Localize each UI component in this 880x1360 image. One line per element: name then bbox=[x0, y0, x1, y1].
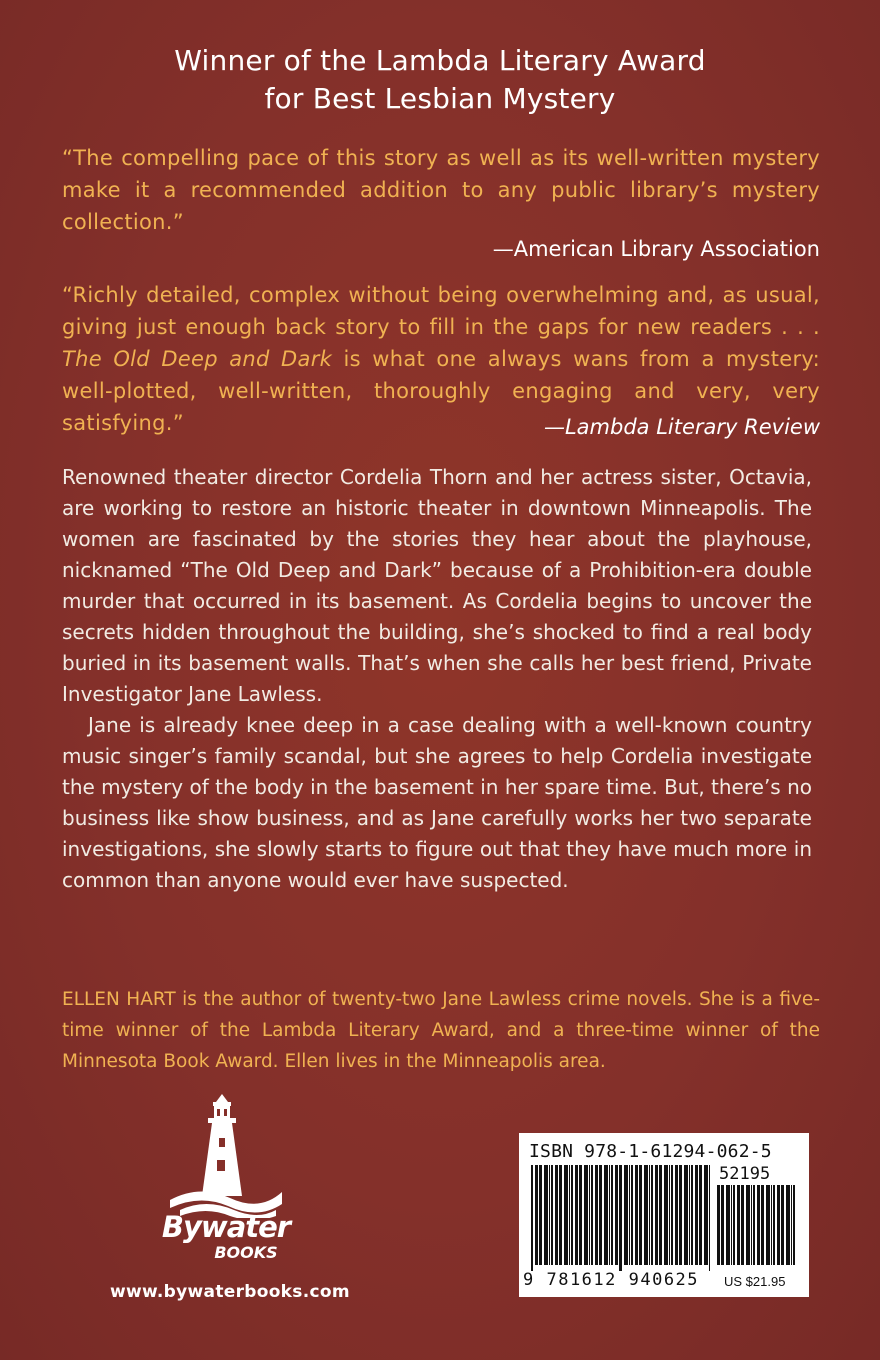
review-quote-lambda-start: “Richly detailed, complex without being overwhelming and, as usual, giving just enough back story to fill in the gaps for new readers . . . bbox=[62, 283, 820, 339]
barcode-bar bbox=[599, 1165, 602, 1265]
isbn-number: ISBN 978-1-61294-062-5 bbox=[529, 1141, 772, 1162]
review-attribution-lambda: —Lambda Literary Review bbox=[543, 415, 820, 439]
review-quote-book-title: The Old Deep and Dark bbox=[62, 347, 333, 371]
barcode-bar bbox=[741, 1185, 744, 1265]
barcode-bar bbox=[611, 1165, 613, 1265]
barcode-bar bbox=[555, 1165, 558, 1265]
barcode-bar bbox=[793, 1185, 795, 1265]
barcode-bar bbox=[675, 1165, 678, 1265]
barcode-bar bbox=[664, 1165, 668, 1265]
barcode-bar bbox=[726, 1185, 730, 1265]
barcode-bar bbox=[631, 1165, 633, 1265]
barcode-bar bbox=[559, 1165, 562, 1265]
isbn-barcode bbox=[519, 1133, 809, 1297]
award-line-2: for Best Lesbian Mystery bbox=[264, 82, 616, 115]
barcode-bar bbox=[584, 1165, 588, 1265]
barcode-bar bbox=[655, 1165, 658, 1265]
barcode-bar bbox=[629, 1165, 630, 1265]
barcode-bar bbox=[704, 1165, 708, 1265]
barcode-bar bbox=[777, 1185, 780, 1265]
barcode-bar bbox=[624, 1165, 628, 1265]
barcode-bar bbox=[535, 1165, 538, 1265]
barcode-bar bbox=[766, 1185, 770, 1265]
barcode-bar bbox=[679, 1165, 682, 1265]
barcode-bar bbox=[709, 1165, 710, 1271]
barcode-bar bbox=[757, 1185, 760, 1265]
ean-digits: 9 781612 940625 bbox=[523, 1270, 700, 1290]
barcode-bar bbox=[615, 1165, 618, 1265]
barcode-bar bbox=[684, 1165, 688, 1265]
review-quote-ala: “The compelling pace of this story as well as its well-written mystery make it a recommended addition to any public library’s mystery collection.” bbox=[62, 146, 820, 234]
barcode-bar bbox=[671, 1165, 673, 1265]
barcode-bar bbox=[651, 1165, 653, 1265]
barcode-bar bbox=[751, 1185, 752, 1265]
barcode-bar bbox=[689, 1165, 690, 1265]
description-paragraph-1: Renowned theater director Cordelia Thorn and her actress sister, Octavia, are working to restore an historic theater in downtown Minneapolis. The women are fascinated by the stories they hear about the playhouse, nicknamed “The Old Deep and Dark” because of a Prohibition-era double murder that occurred in its basement. As Cordelia begins to uncover the secrets hidden throughout the building, she’s shocked to find a real body buried in its basement walls. That’s when she calls her best friend, Private Investigator Jane Lawless. bbox=[62, 465, 812, 706]
award-line-1: Winner of the Lambda Literary Award bbox=[174, 44, 706, 77]
publisher-logo-name: Bywater bbox=[161, 1210, 291, 1244]
barcode-bar bbox=[669, 1165, 670, 1265]
review-attribution-ala: —American Library Association bbox=[492, 237, 820, 261]
publisher-logo-sub: BOOKS bbox=[214, 1243, 278, 1262]
barcode-bar bbox=[539, 1165, 542, 1265]
barcode-bar bbox=[644, 1165, 648, 1265]
barcode-bar bbox=[575, 1165, 578, 1265]
price-code: 52195 bbox=[719, 1164, 771, 1184]
barcode-bar bbox=[619, 1165, 622, 1271]
barcode-bar bbox=[639, 1165, 642, 1265]
barcode-bar bbox=[721, 1185, 724, 1265]
barcode-bar bbox=[699, 1165, 702, 1265]
barcode-bar bbox=[549, 1165, 550, 1265]
barcode-bar bbox=[569, 1165, 570, 1265]
barcode-bar bbox=[771, 1185, 772, 1265]
author-bio: ELLEN HART is the author of twenty-two Jane Lawless crime novels. She is a five-time winner of the Lambda Literary Award, and a three-time winner of the Minnesota Book Award. Ellen lives in the Minneapolis area. bbox=[62, 989, 820, 1072]
barcode-bar bbox=[717, 1185, 720, 1265]
ean-bars bbox=[531, 1165, 713, 1271]
addon-bars bbox=[717, 1185, 797, 1271]
barcode-bar bbox=[609, 1165, 610, 1265]
description-paragraph-2: Jane is already knee deep in a case dealing with a well-known country music singer’s family scandal, but she agrees to help Cordelia investigate the mystery of the body in the basement in her spare time. But, there’s no business like show business, and as Jane carefully works her two separate investigations, she slowly starts to figure out that they have much more in common than anyone would ever have suspected. bbox=[62, 713, 812, 892]
barcode-bar bbox=[761, 1185, 764, 1265]
barcode-bar bbox=[791, 1185, 792, 1265]
barcode-bar bbox=[691, 1165, 693, 1265]
barcode-bar bbox=[781, 1185, 784, 1265]
barcode-bar bbox=[571, 1165, 573, 1265]
barcode-bar bbox=[604, 1165, 608, 1265]
publisher-url[interactable]: www.bywaterbooks.com bbox=[110, 1282, 350, 1302]
barcode-bar bbox=[564, 1165, 568, 1265]
barcode-bar bbox=[595, 1165, 598, 1265]
book-description bbox=[62, 462, 812, 896]
barcode-bar bbox=[786, 1185, 790, 1265]
barcode-bar bbox=[589, 1165, 590, 1265]
barcode-bar bbox=[591, 1165, 593, 1265]
barcode-bar bbox=[733, 1185, 735, 1265]
barcode-bar bbox=[649, 1165, 650, 1265]
barcode-bar bbox=[753, 1185, 755, 1265]
barcode-bar bbox=[695, 1165, 698, 1265]
barcode-bar bbox=[579, 1165, 582, 1265]
barcode-bar bbox=[551, 1165, 553, 1265]
barcode-bar bbox=[531, 1165, 533, 1271]
barcode-bar bbox=[737, 1185, 740, 1265]
review-quote-lambda-end: is what one always wans from a mystery: well-plotted, well-written, thoroughly engaging and very, very satisfying.” bbox=[62, 347, 820, 435]
barcode-bar bbox=[544, 1165, 548, 1265]
price-label: US $21.95 bbox=[724, 1274, 786, 1289]
barcode-bar bbox=[659, 1165, 662, 1265]
barcode-bar bbox=[635, 1165, 638, 1265]
award-banner bbox=[0, 42, 880, 118]
barcode-bar bbox=[773, 1185, 775, 1265]
barcode-bar bbox=[731, 1185, 732, 1265]
barcode-bar bbox=[746, 1185, 750, 1265]
